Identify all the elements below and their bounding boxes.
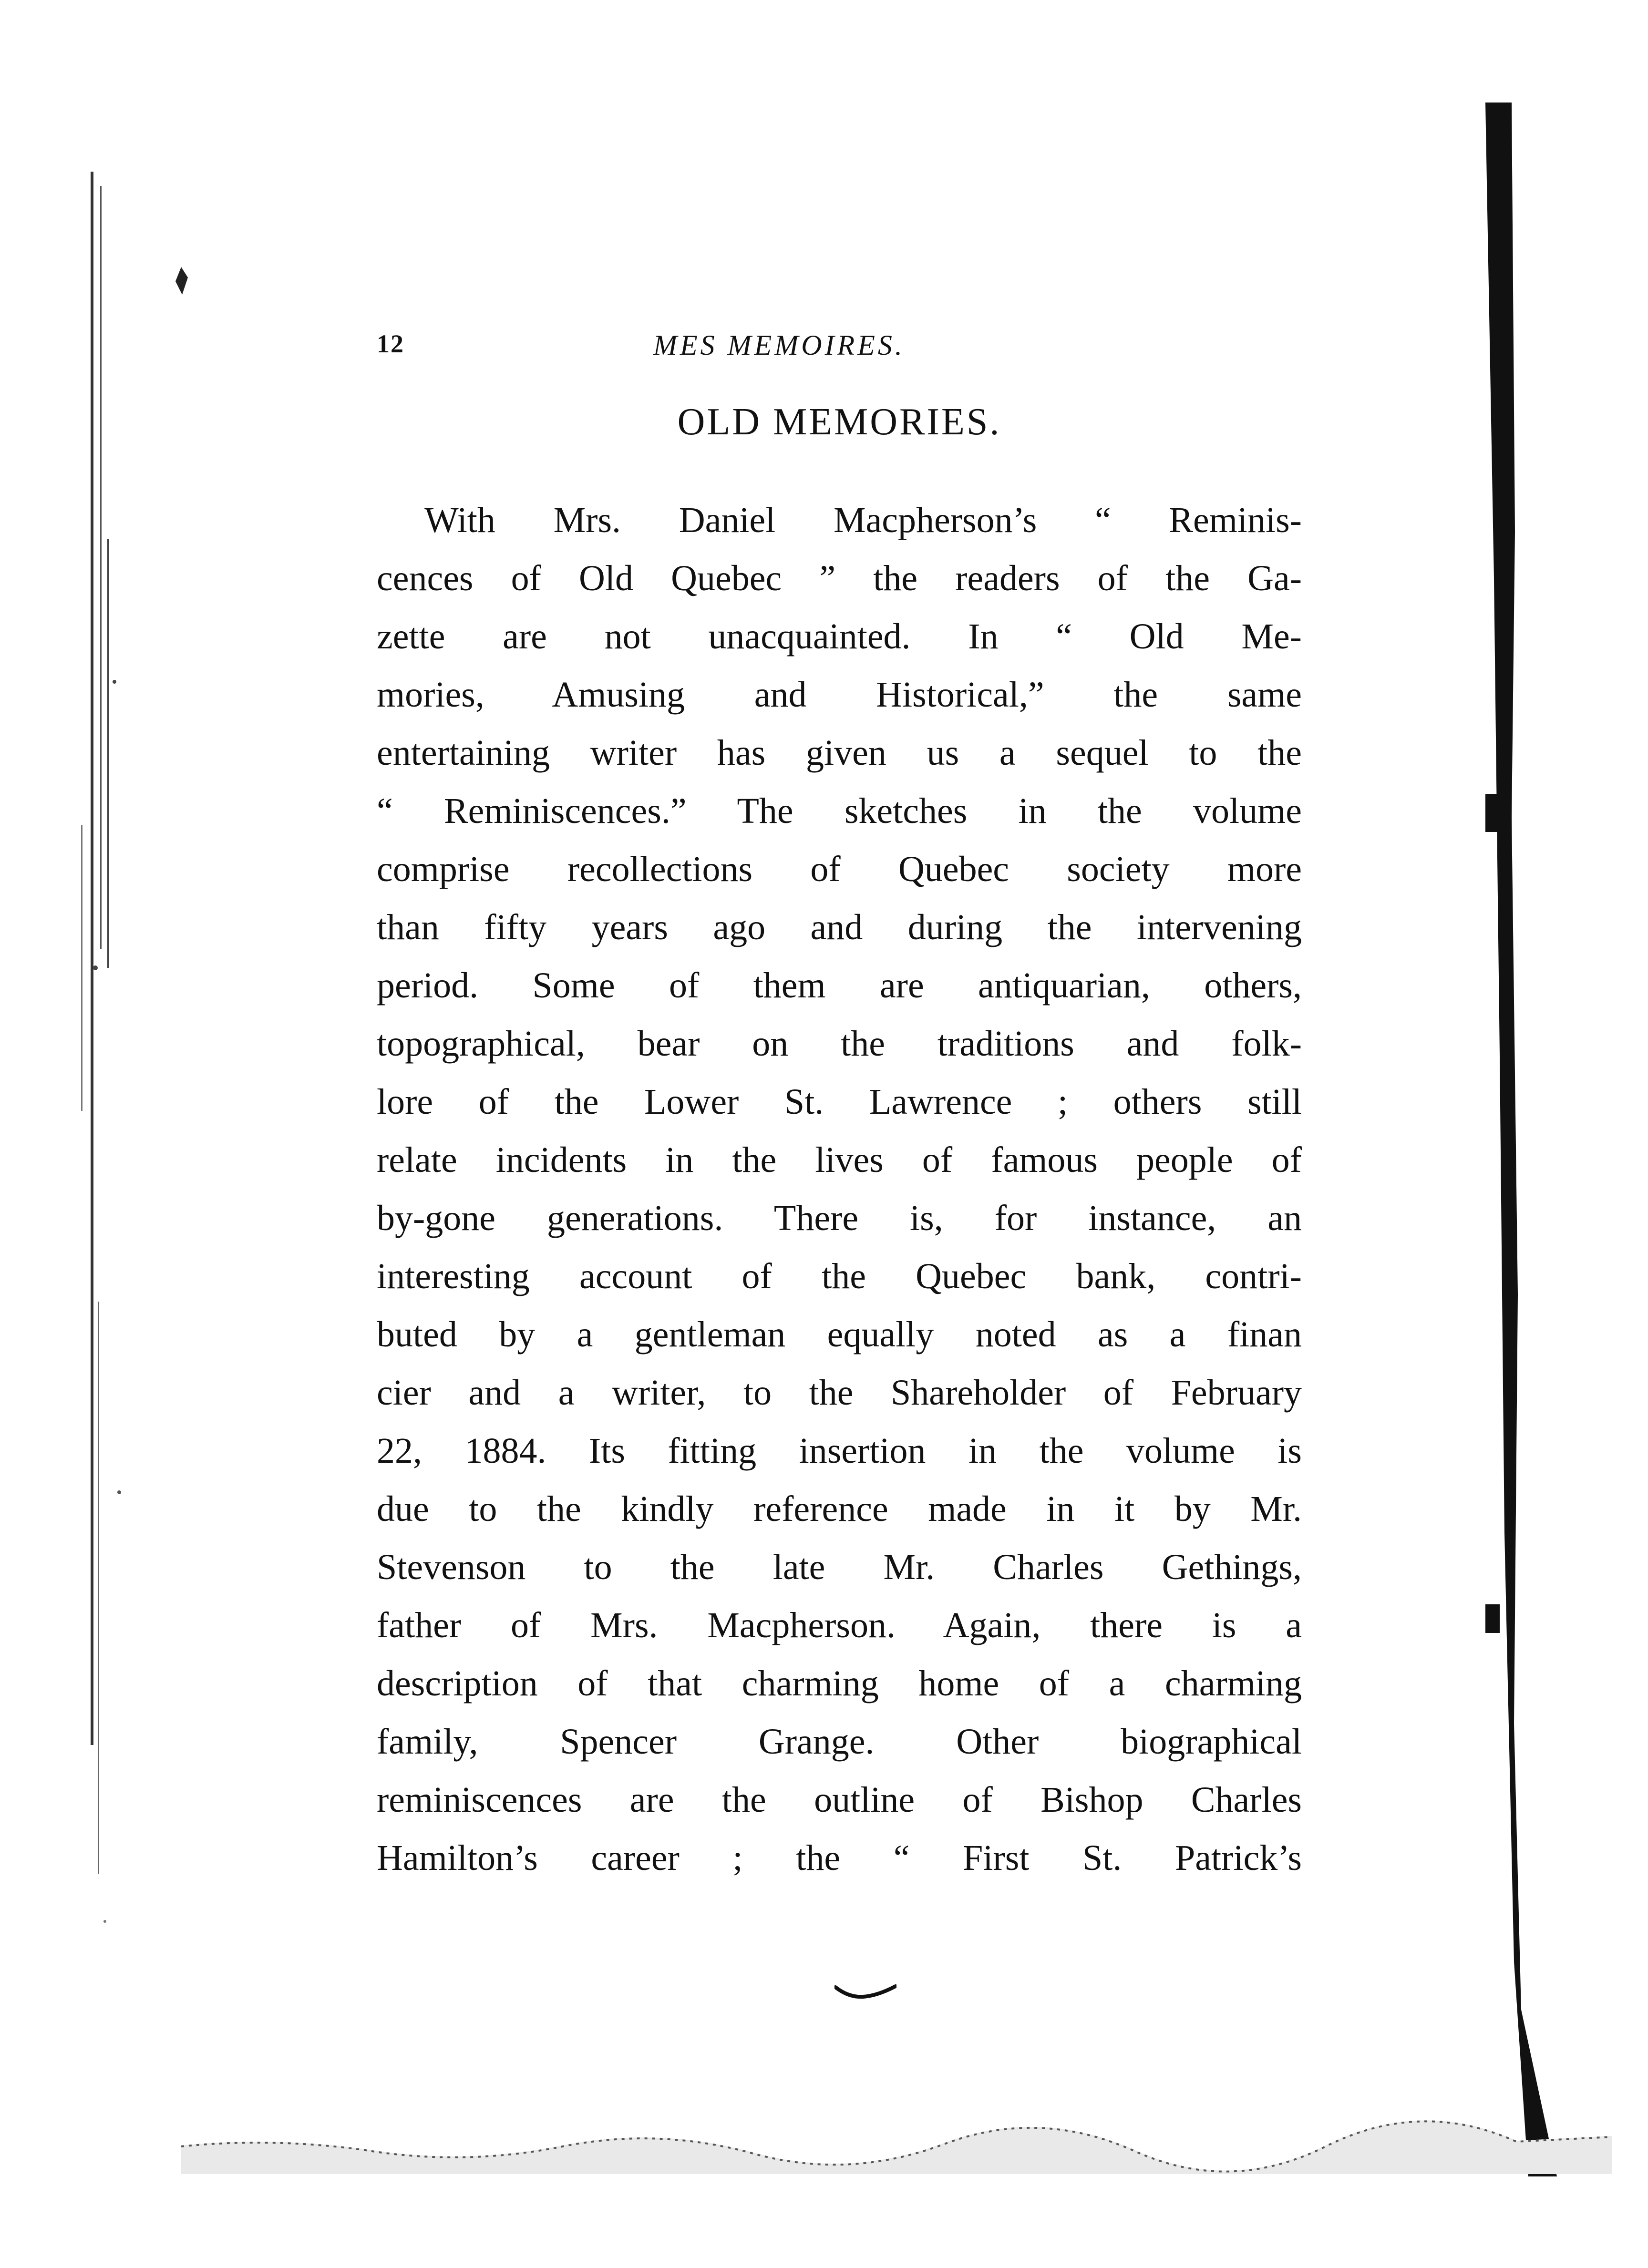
text-line: description of that charming home of a charming <box>377 1663 1302 1704</box>
text-line: reminiscences are the outline of Bishop Charles <box>377 1780 1302 1820</box>
text-line: Stevenson to the late Mr. Charles Gethings, <box>377 1547 1302 1587</box>
text-line: period. Some of them are antiquarian, others, <box>377 965 1302 1006</box>
right-page-edge <box>1485 103 1557 2176</box>
text-line: Hamilton’s career ; the “ First St. Patrick’s <box>377 1838 1302 1878</box>
text-line: by-gone generations. There is, for instance, an <box>377 1198 1302 1238</box>
text-line: than fifty years ago and during the intervening <box>377 907 1302 947</box>
running-head: MES MEMOIRES. <box>653 329 905 361</box>
text-line: relate incidents in the lives of famous people of <box>377 1140 1302 1180</box>
body-paragraph <box>377 491 1302 1887</box>
left-binding-edge <box>72 157 167 2017</box>
text-line: cences of Old Quebec ” the readers of the Ga- <box>377 558 1302 598</box>
chapter-title: OLD MEMORIES. <box>677 401 1001 443</box>
text-line: mories, Amusing and Historical,” the same <box>377 675 1302 715</box>
text-line: cier and a writer, to the Shareholder of February <box>377 1373 1302 1413</box>
text-line: 22, 1884. Its fitting insertion in the volume is <box>377 1431 1302 1471</box>
text-line: comprise recollections of Quebec society more <box>377 849 1302 889</box>
text-line: “ Reminiscences.” The sketches in the volume <box>377 791 1302 831</box>
text-line: buted by a gentleman equally noted as a finan <box>377 1314 1302 1355</box>
text-line: due to the kindly reference made in it by Mr. <box>377 1489 1302 1529</box>
text-line: family, Spencer Grange. Other biographical <box>377 1722 1302 1762</box>
bottom-page-edge <box>181 2117 1612 2174</box>
text-line: interesting account of the Quebec bank, contri- <box>377 1256 1302 1296</box>
page-number: 12 <box>377 329 404 358</box>
text-line: With Mrs. Daniel Macpherson’s “ Reminis- <box>424 500 1302 540</box>
text-line: father of Mrs. Macpherson. Again, there is a <box>377 1605 1302 1645</box>
ornament-squiggle <box>834 1983 896 2002</box>
ink-speck <box>172 267 191 296</box>
page-header <box>377 329 1297 372</box>
text-line: lore of the Lower St. Lawrence ; others still <box>377 1082 1302 1122</box>
text-line: topographical, bear on the traditions and folk- <box>377 1024 1302 1064</box>
text-line: zette are not unacquainted. In “ Old Me- <box>377 616 1302 657</box>
text-line: entertaining writer has given us a sequel to the <box>377 733 1302 773</box>
